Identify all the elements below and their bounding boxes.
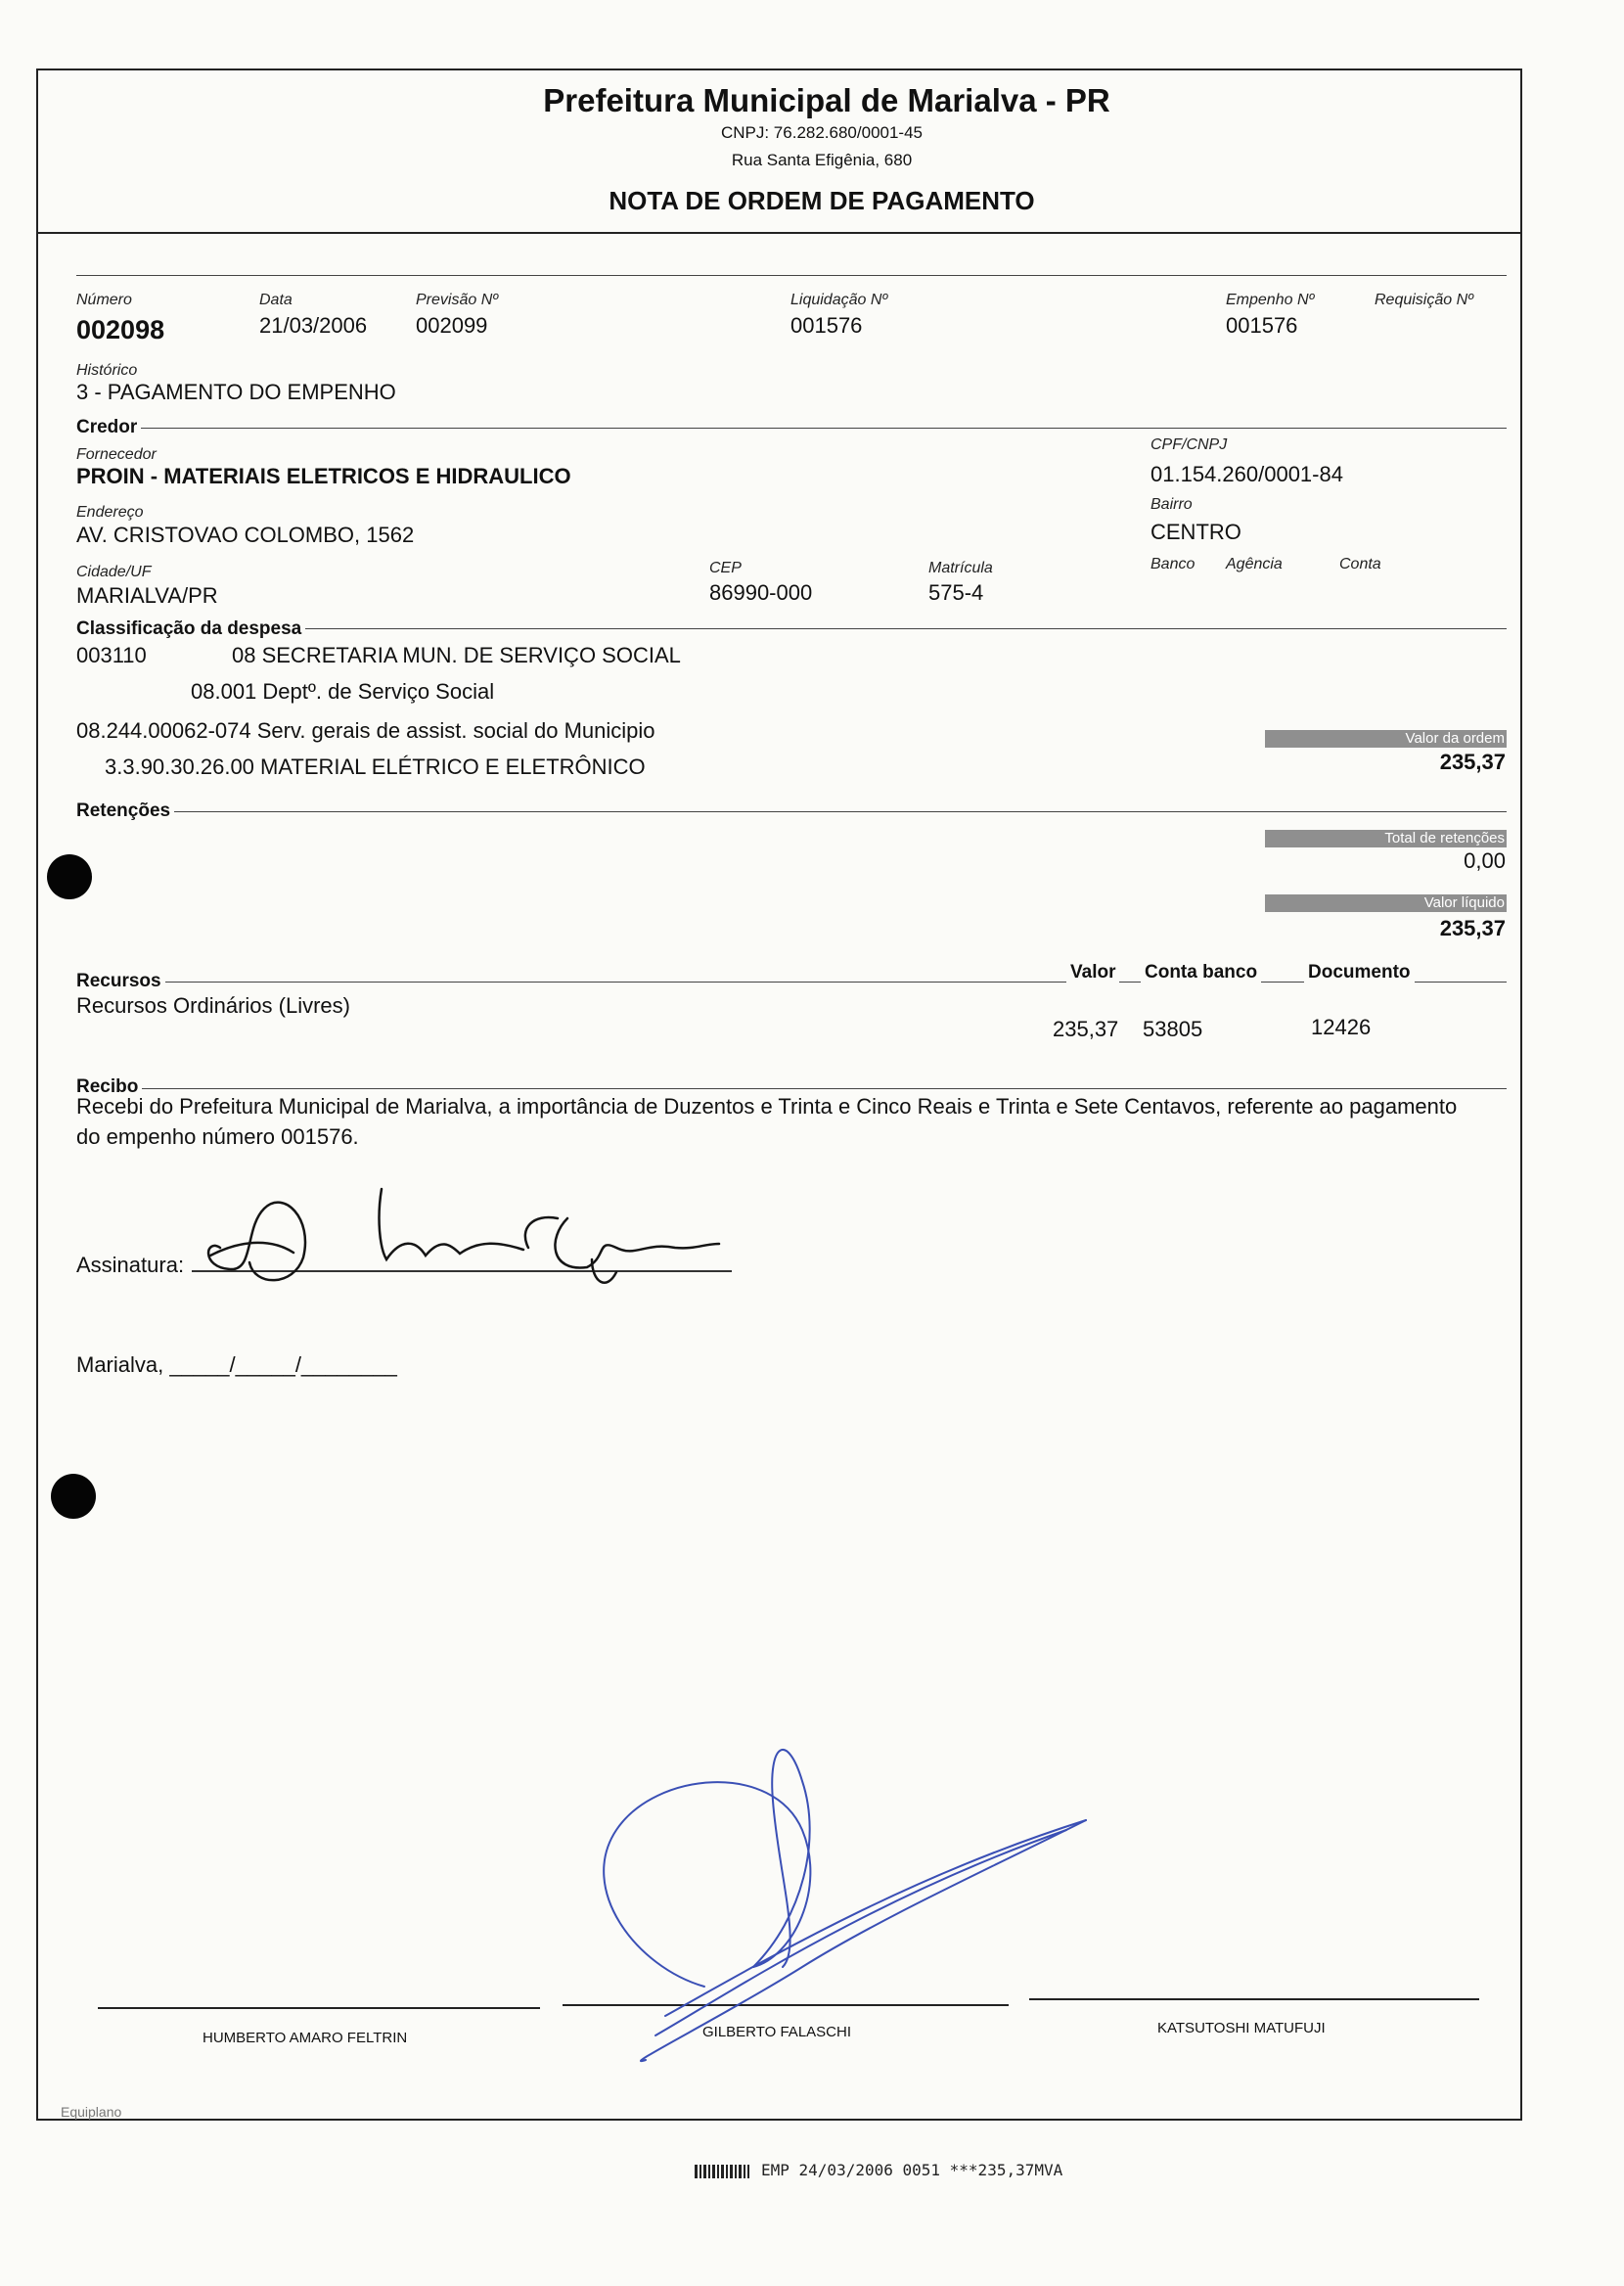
cpf-value: 01.154.260/0001-84 xyxy=(1150,462,1343,486)
retencoes-section: Retenções xyxy=(76,800,174,822)
cidade-label: Cidade/UF xyxy=(76,564,152,580)
banco-label: Banco xyxy=(1150,556,1195,572)
assinatura-label: Assinatura: xyxy=(76,1253,185,1277)
address-line: Rua Santa Efigênia, 680 xyxy=(731,151,913,169)
cnpj-line: CNPJ: 76.282.680/0001-45 xyxy=(720,123,924,142)
retencoes-rule xyxy=(76,811,1507,812)
header-divider xyxy=(36,232,1522,234)
local-date-line: Marialva, _____/_____/________ xyxy=(76,1352,397,1377)
recursos-item: Recursos Ordinários (Livres) xyxy=(76,993,350,1018)
total-retencoes-value: 0,00 xyxy=(1464,848,1506,873)
recursos-section: Recursos xyxy=(76,971,165,992)
recursos-conta-header: Conta banco xyxy=(1141,962,1261,983)
signatory-3: KATSUTOSHI MATUFUJI xyxy=(1157,2020,1326,2036)
stamp-barcode-icon xyxy=(695,2165,749,2178)
fornecedor-value: PROIN - MATERIAIS ELETRICOS E HIDRAULICO xyxy=(76,464,571,488)
credor-rule xyxy=(76,428,1507,429)
recibo-text-line1: Recebi do Prefeitura Municipal de Marialva, a importância de Duzentos e Trinta e Cinco Reais e Trinta e Sete Centavos, referente ao pagamento xyxy=(76,1094,1458,1119)
historico-label: Histórico xyxy=(76,362,138,379)
numero-label: Número xyxy=(76,292,132,308)
cpf-label: CPF/CNPJ xyxy=(1150,436,1228,453)
empenho-label: Empenho Nº xyxy=(1226,292,1315,308)
total-retencoes-label: Total de retenções xyxy=(1265,830,1507,847)
previsao-value: 002099 xyxy=(416,313,488,338)
document-title: NOTA DE ORDEM DE PAGAMENTO xyxy=(609,186,1035,215)
recursos-valor-header: Valor xyxy=(1066,962,1119,983)
endereco-label: Endereço xyxy=(76,504,144,521)
bairro-value: CENTRO xyxy=(1150,520,1241,544)
recipient-signature xyxy=(186,1179,734,1306)
classificacao-code: 003110 xyxy=(76,643,147,667)
classificacao-departamento: 08.001 Deptº. de Serviço Social xyxy=(191,679,495,704)
valor-ordem-label: Valor da ordem xyxy=(1265,730,1507,748)
recursos-documento-header: Documento xyxy=(1304,962,1415,983)
signatory-2: GILBERTO FALASCHI xyxy=(702,2024,851,2040)
historico-value: 3 - PAGAMENTO DO EMPENHO xyxy=(76,380,396,404)
endereco-value: AV. CRISTOVAO COLOMBO, 1562 xyxy=(76,523,415,547)
matricula-value: 575-4 xyxy=(928,580,984,605)
credor-section: Credor xyxy=(76,417,141,438)
payment-stamp xyxy=(695,2161,1062,2179)
classificacao-elemento: 3.3.90.30.26.00 MATERIAL ELÉTRICO E ELETRÔNICO xyxy=(105,754,646,779)
recibo-section: Recibo xyxy=(76,1076,142,1098)
fornecedor-label: Fornecedor xyxy=(76,446,157,463)
cep-label: CEP xyxy=(709,560,742,576)
classificacao-funcional: 08.244.00062-074 Serv. gerais de assist. social do Municipio xyxy=(76,718,655,743)
equiplano-brand: Equiplano xyxy=(61,2104,122,2120)
data-value: 21/03/2006 xyxy=(259,313,368,338)
recursos-documento: 12426 xyxy=(1311,1015,1372,1039)
requisicao-label: Requisição Nº xyxy=(1375,292,1473,308)
valor-liquido-value: 235,37 xyxy=(1439,916,1506,940)
liquidacao-value: 001576 xyxy=(790,313,863,338)
liquidacao-label: Liquidação Nº xyxy=(790,292,888,308)
numero-value: 002098 xyxy=(76,315,165,344)
data-label: Data xyxy=(259,292,293,308)
cep-value: 86990-000 xyxy=(709,580,813,605)
cidade-value: MARIALVA/PR xyxy=(76,583,218,608)
classificacao-secretaria: 08 SECRETARIA MUN. DE SERVIÇO SOCIAL xyxy=(232,643,681,667)
signature-line-1 xyxy=(98,2007,540,2009)
recursos-rule xyxy=(76,982,1507,983)
previsao-label: Previsão Nº xyxy=(416,292,499,308)
binding-hole-bottom xyxy=(51,1474,96,1519)
stamp-text: EMP 24/03/2006 0051 ***235,37MVA xyxy=(761,2161,1063,2179)
valor-liquido-label: Valor líquido xyxy=(1265,894,1507,912)
municipality-title: Prefeitura Municipal de Marialva - PR xyxy=(543,82,1110,118)
recibo-text-line2: do empenho número 001576. xyxy=(76,1124,359,1149)
conta-label: Conta xyxy=(1339,556,1381,572)
signatory-1: HUMBERTO AMARO FELTRIN xyxy=(203,2030,408,2046)
bairro-label: Bairro xyxy=(1150,496,1193,513)
recursos-conta: 53805 xyxy=(1143,1017,1203,1041)
valor-ordem-value: 235,37 xyxy=(1439,750,1506,774)
agencia-label: Agência xyxy=(1226,556,1283,572)
binding-hole-top xyxy=(47,854,92,899)
fields-divider xyxy=(76,275,1507,276)
recursos-valor: 235,37 xyxy=(1053,1017,1119,1041)
recibo-rule xyxy=(76,1088,1507,1089)
matricula-label: Matrícula xyxy=(928,560,993,576)
official-signature xyxy=(577,1722,1105,2094)
empenho-value: 001576 xyxy=(1226,313,1298,338)
classificacao-section: Classificação da despesa xyxy=(76,618,305,640)
